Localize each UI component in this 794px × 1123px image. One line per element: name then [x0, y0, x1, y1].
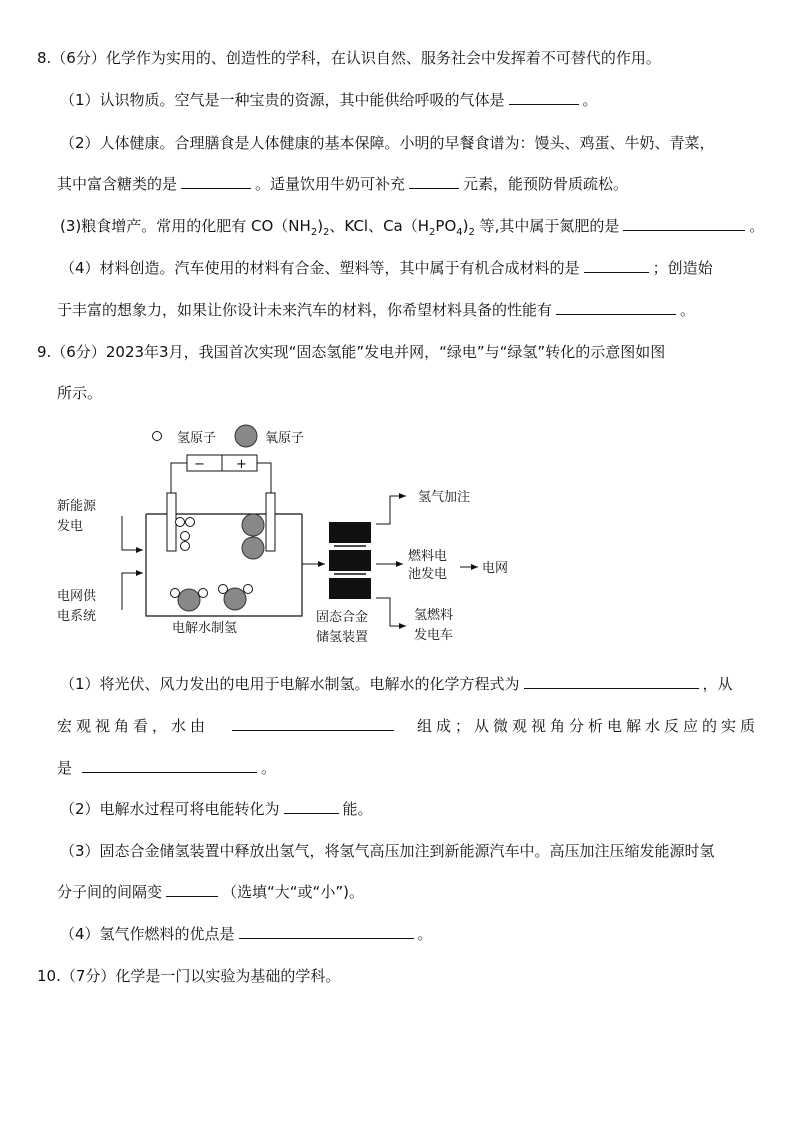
q9-part2-text: （2）电解水过程可将电能转化为: [60, 800, 280, 818]
q9-part1-line2: [57, 716, 759, 736]
source-grid-line2: 电系统: [57, 609, 97, 624]
answer-blank[interactable]: [509, 90, 579, 105]
output-grid-label: 电网: [482, 561, 509, 576]
hydrogen-atom: [181, 532, 190, 541]
q8-part2-end: 元素，能预防骨质疏松。: [463, 175, 629, 193]
legend-oxygen-label: 氧原子: [265, 431, 305, 446]
oxygen-atom: [178, 589, 200, 611]
q8-part3-text: (3)粮食增产。常用的化肥有 CO（NH: [60, 217, 311, 235]
answer-blank[interactable]: [584, 258, 649, 273]
q8-part4-line1: [60, 258, 713, 278]
hydrogen-atom: [199, 589, 208, 598]
cell-label: 电解水制氢: [172, 621, 238, 636]
battery-plus-sign: +: [236, 457, 247, 472]
q8-part3: [60, 216, 764, 243]
q9-part3-line2: [57, 882, 364, 902]
q9-part4-text: （4）氢气作燃料的优点是: [60, 925, 235, 943]
output-fuel-cell-line2: 池发电: [408, 567, 448, 582]
q9-part4-end: 。: [417, 925, 433, 943]
arrow-generator-car: [376, 598, 406, 626]
output-fuel-cell-line1: 燃料电: [408, 549, 448, 564]
q9-part1-end: ，从: [702, 675, 733, 693]
q8-part3-end: 。: [749, 217, 765, 235]
arrow-grid: [122, 573, 143, 610]
q9-part1-text: （1）将光伏、风力发出的电用于电解水制氢。电解水的化学方程式为: [60, 675, 520, 693]
q9-part4: [60, 924, 433, 944]
oxygen-atom-legend-icon: [235, 425, 257, 447]
answer-blank[interactable]: [181, 174, 251, 189]
q9-part2-end: 能。: [342, 800, 373, 818]
arrow-new-energy: [122, 516, 143, 550]
answer-blank[interactable]: [82, 758, 257, 773]
q9-part1-text: 宏观视角看，水由: [57, 717, 210, 735]
anode-electrode: [266, 493, 275, 551]
q9-stem-line2: 所示。: [57, 384, 103, 402]
q8-part4-line2: [57, 300, 695, 320]
hydrogen-atom: [219, 585, 228, 594]
battery-minus-sign: −: [194, 457, 205, 472]
q8-part1-text: （1）认识物质。空气是一种宝贵的资源，其中能供给呼吸的气体是: [60, 91, 505, 109]
q8-part3-text: ): [462, 217, 469, 235]
output-car-line1: 氢燃料: [414, 608, 454, 623]
q8-part3-text: 、KCl、Ca（H: [329, 217, 430, 235]
q9-part3-end: （选填“大“或“小”)。: [222, 883, 364, 901]
q9-part3-text: 分子间的间隔变: [57, 883, 163, 901]
q8-part2-text: 其中富含糖类的是: [57, 175, 178, 193]
q9-part3-line1: （3）固态合金储氢装置中释放出氢气，将氢气高压加注到新能源汽车中。高压加注压缩发能源时氢: [60, 842, 715, 860]
storage-label-line1: 固态合金: [316, 610, 369, 625]
answer-blank[interactable]: [232, 716, 394, 731]
source-new-energy-line1: 新能源: [57, 499, 97, 514]
legend-hydrogen-label: 氢原子: [177, 431, 217, 446]
q8-part1-end: 。: [582, 91, 598, 109]
subscript: 2: [429, 227, 436, 238]
hydrogen-atom: [186, 518, 195, 527]
q8-part2-line1: （2）人体健康。合理膳食是人体健康的基本保障。小明的早餐食谱为：馒头、鸡蛋、牛奶、青菜，: [60, 134, 715, 152]
q8-part4-text: 于丰富的想象力，如果让你设计未来汽车的材料，你希望材料具备的性能有: [57, 301, 553, 319]
electrolysis-diagram: [50, 418, 530, 658]
q9-part1-line3: [57, 758, 276, 778]
oxygen-atom: [242, 514, 264, 536]
oxygen-atom: [242, 537, 264, 559]
q8-part1: [60, 90, 598, 110]
arrow-refuel: [376, 496, 406, 524]
q9-stem-line1: 9.（6分）2023年3月，我国首次实现“固态氢能”发电并网，“绿电”与“绿氢”转化的示意图如图: [37, 343, 666, 361]
answer-blank[interactable]: [166, 882, 218, 897]
cathode-electrode: [167, 493, 176, 551]
answer-blank[interactable]: [239, 924, 414, 939]
answer-blank[interactable]: [623, 216, 745, 231]
q8-stem: 8.（6分）化学作为实用的、创造性的学科，在认识自然、服务社会中发挥着不可替代的作用。: [37, 49, 661, 67]
source-new-energy-line2: 发电: [57, 519, 84, 534]
subscript: 2: [323, 227, 330, 238]
q9-part1-text: 组成；从微观视角分析电解水反应的实质: [416, 717, 759, 735]
wire-right: [257, 463, 271, 493]
answer-blank[interactable]: [409, 174, 459, 189]
answer-blank[interactable]: [556, 300, 676, 315]
hydrogen-atom-legend-icon: [153, 432, 162, 441]
q9-part1-end: 。: [261, 759, 277, 777]
output-refuel-label: 氢气加注: [418, 490, 471, 505]
hydrogen-atom: [176, 518, 185, 527]
q9-part1-text: 是: [57, 759, 73, 777]
hydrogen-atom: [181, 542, 190, 551]
output-car-line2: 发电车: [414, 628, 454, 643]
subscript: 2: [310, 227, 318, 238]
q8-part3-text: PO: [435, 217, 457, 235]
hydrogen-atom: [171, 589, 180, 598]
q8-part4-end: ；创造始: [652, 259, 713, 277]
q8-part3-text: 等,其中属于氮肥的是: [474, 217, 620, 235]
q8-part4-end: 。: [680, 301, 696, 319]
q8-part2-mid: 。适量饮用牛奶可补充: [255, 175, 406, 193]
hydrogen-atom: [244, 585, 253, 594]
hydrogen-storage-device: [329, 522, 371, 599]
q9-part1-line1: [60, 674, 733, 694]
q9-part2: [60, 799, 373, 819]
subscript: 2: [468, 227, 475, 238]
answer-blank[interactable]: [284, 799, 339, 814]
storage-label-line2: 储氢装置: [316, 630, 369, 645]
q8-part3-text: ): [317, 217, 324, 235]
source-grid-line1: 电网供: [57, 589, 97, 604]
answer-blank[interactable]: [524, 674, 699, 689]
q8-part2-line2: [57, 174, 628, 194]
q8-part4-text: （4）材料创造。汽车使用的材料有合金、塑料等，其中属于有机合成材料的是: [60, 259, 580, 277]
wire-left: [171, 463, 187, 493]
subscript: 4: [456, 227, 463, 238]
q10-stem: 10.（7分）化学是一门以实验为基础的学科。: [37, 967, 341, 985]
